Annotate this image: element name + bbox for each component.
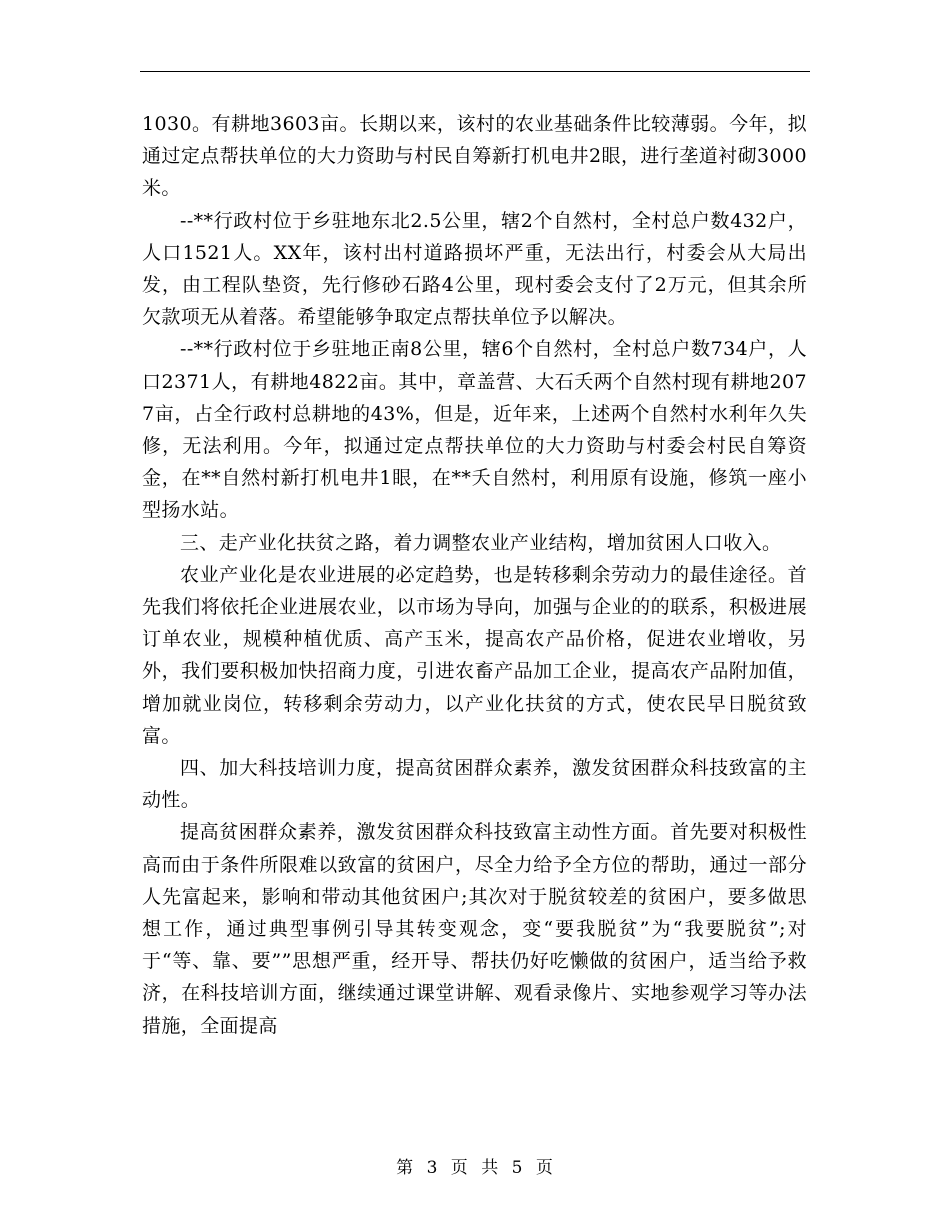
paragraph: --**行政村位于乡驻地东北2.5公里，辖2个自然村，全村总户数432户，人口1521人。XX年，该村出村道路损坏严重，无法出行，村委会从大局出发，由工程队垫资，先行修砂石路4公里，现村委会支付了2万元，但其余所欠款项无从着落。希望能够争取定点帮扶单位予以解决。 [142,209,807,329]
paragraph: 农业产业化是农业进展的必定趋势，也是转移剩余劳动力的最佳途径。首先我们将依托企业进展农业，以市场为导向，加强与企业的的联系，积极进展订单农业，规模种植优质、高产玉米，提高农产品价格，促进农业增收，另外，我们要积极加快招商力度，引进农畜产品加工企业，提高农产品附加值，增加就业岗位，转移剩余劳动力，以产业化扶贫的方式，使农民早日脱贫致富。 [142,563,807,747]
section-heading: 三、走产业化扶贫之路，着力调整农业产业结构，增加贫困人口收入。 [180,531,782,554]
section-heading: 四、加大科技培训力度，提高贫困群众素养，激发贫困群众科技致富的主动性。 [142,757,807,812]
header-rule [140,71,810,72]
page-footer: 第 3 页 共 5 页 [396,1158,554,1178]
paragraph: 提高贫困群众素养，激发贫困群众科技致富主动性方面。首先要对积极性高而由于条件所限难以致富的贫困户，尽全力给予全方位的帮助，通过一部分人先富起来，影响和带动其他贫困户;其次对于脱贫较差的贫困户，要多做思想工作，通过典型事例引导其转变观念，变“要我脱贫”为“我要脱贫”;对于“等、靠、要””思想严重，经开导、帮扶仍好吃懒做的贫困户，适当给予救济，在科技培训方面，继续通过课堂讲解、观看录像片、实地参观学习等办法措施，全面提高 [142,821,807,1037]
paragraph: 1030。有耕地3603亩。长期以来，该村的农业基础条件比较薄弱。今年，拟通过定点帮扶单位的大力资助与村民自筹新打机电井2眼，进行垄道衬砌3000米。 [142,113,807,200]
paragraph: --**行政村位于乡驻地正南8公里，辖6个自然村，全村总户数734户，人口2371人，有耕地4822亩。其中，章盖营、大石夭两个自然村现有耕地2077亩，占全行政村总耕地的43%，但是，近年来，上述两个自然村水利年久失修，无法利用。今年，拟通过定点帮扶单位的大力资助与村委会村民自筹资金，在**自然村新打机电井1眼，在**夭自然村，利用原有设施，修筑一座小型扬水站。 [142,338,807,522]
page-body [142,108,807,1042]
